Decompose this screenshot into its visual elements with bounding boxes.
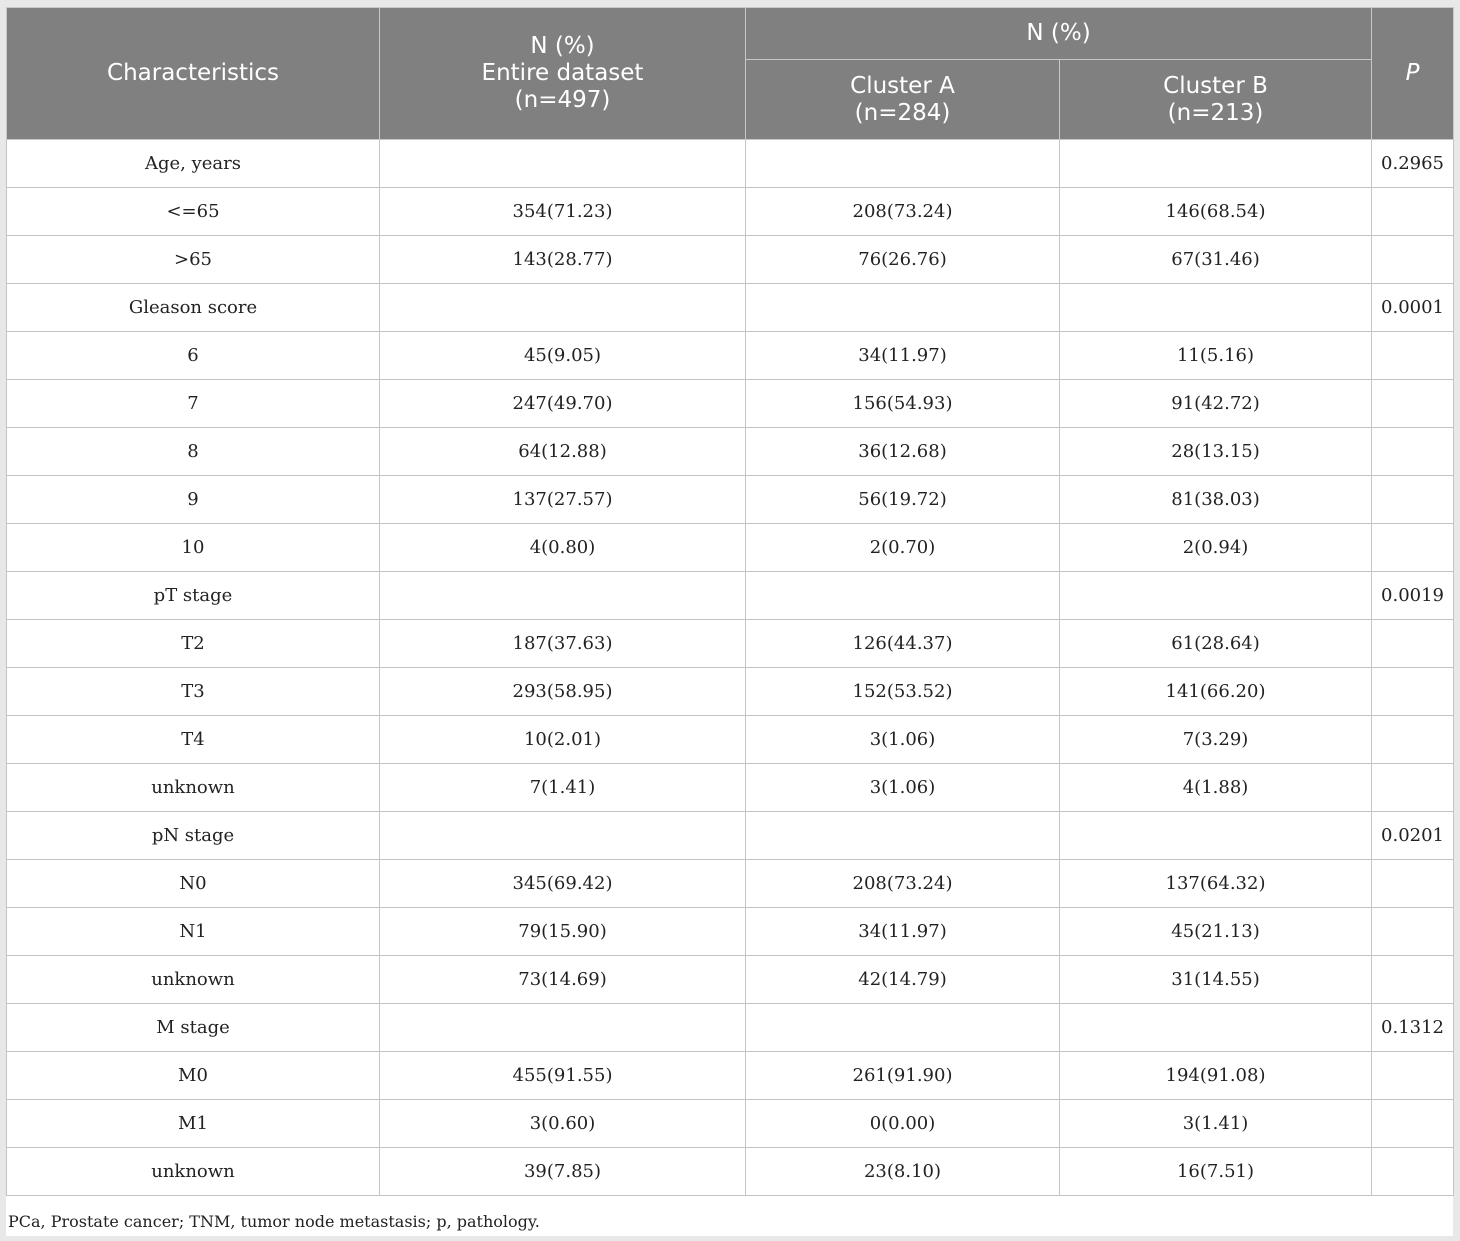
cell-characteristic: pT stage bbox=[7, 572, 380, 620]
cell-p-value bbox=[1372, 1100, 1454, 1148]
cell-cluster-a: 3(1.06) bbox=[746, 716, 1060, 764]
table-row bbox=[7, 716, 1454, 764]
cell-p-value bbox=[1372, 1052, 1454, 1100]
cell-characteristic: Gleason score bbox=[7, 284, 380, 332]
header-p-value: P bbox=[1372, 8, 1454, 140]
cell-p-value: 0.0001 bbox=[1372, 284, 1454, 332]
cell-p-value: 0.2965 bbox=[1372, 140, 1454, 188]
cell-cluster-b: 141(66.20) bbox=[1060, 668, 1372, 716]
header-entire-dataset bbox=[380, 8, 746, 140]
table-row bbox=[7, 428, 1454, 476]
cell-entire-dataset: 3(0.60) bbox=[380, 1100, 746, 1148]
cell-cluster-a: 3(1.06) bbox=[746, 764, 1060, 812]
cell-p-value bbox=[1372, 188, 1454, 236]
cell-entire-dataset: 10(2.01) bbox=[380, 716, 746, 764]
header-cluster-b-line1: Cluster B bbox=[1163, 72, 1268, 99]
cell-cluster-a: 76(26.76) bbox=[746, 236, 1060, 284]
cell-cluster-a: 0(0.00) bbox=[746, 1100, 1060, 1148]
cell-cluster-b bbox=[1060, 284, 1372, 332]
header-entire-line1: N (%) bbox=[530, 33, 595, 59]
cell-entire-dataset: 187(37.63) bbox=[380, 620, 746, 668]
cell-entire-dataset: 143(28.77) bbox=[380, 236, 746, 284]
cell-cluster-b: 7(3.29) bbox=[1060, 716, 1372, 764]
table-row bbox=[7, 620, 1454, 668]
cell-cluster-b: 81(38.03) bbox=[1060, 476, 1372, 524]
cell-p-value bbox=[1372, 380, 1454, 428]
table-header bbox=[7, 8, 1454, 140]
cell-entire-dataset bbox=[380, 812, 746, 860]
cell-cluster-a: 36(12.68) bbox=[746, 428, 1060, 476]
table-row bbox=[7, 236, 1454, 284]
table-row bbox=[7, 860, 1454, 908]
cell-characteristic: unknown bbox=[7, 764, 380, 812]
table-row bbox=[7, 1052, 1454, 1100]
cell-cluster-a: 34(11.97) bbox=[746, 332, 1060, 380]
table-row bbox=[7, 764, 1454, 812]
table-row bbox=[7, 956, 1454, 1004]
header-cluster-a bbox=[746, 60, 1060, 140]
cell-p-value bbox=[1372, 716, 1454, 764]
cell-entire-dataset: 293(58.95) bbox=[380, 668, 746, 716]
cell-entire-dataset: 73(14.69) bbox=[380, 956, 746, 1004]
table-body bbox=[7, 140, 1454, 1196]
cell-entire-dataset bbox=[380, 1004, 746, 1052]
cell-cluster-a: 126(44.37) bbox=[746, 620, 1060, 668]
cell-p-value: 0.0201 bbox=[1372, 812, 1454, 860]
cell-p-value bbox=[1372, 428, 1454, 476]
cell-characteristic: 7 bbox=[7, 380, 380, 428]
header-cluster-b-line2: (n=213) bbox=[1167, 99, 1264, 126]
cell-entire-dataset: 455(91.55) bbox=[380, 1052, 746, 1100]
cell-cluster-b: 67(31.46) bbox=[1060, 236, 1372, 284]
cell-entire-dataset: 137(27.57) bbox=[380, 476, 746, 524]
cell-cluster-a: 42(14.79) bbox=[746, 956, 1060, 1004]
cell-cluster-b: 2(0.94) bbox=[1060, 524, 1372, 572]
cell-cluster-b: 3(1.41) bbox=[1060, 1100, 1372, 1148]
table-row bbox=[7, 284, 1454, 332]
table-frame bbox=[6, 7, 1453, 1236]
cell-cluster-a: 208(73.24) bbox=[746, 188, 1060, 236]
cell-entire-dataset bbox=[380, 284, 746, 332]
cell-characteristic: T3 bbox=[7, 668, 380, 716]
cell-characteristic: 6 bbox=[7, 332, 380, 380]
cell-cluster-a: 2(0.70) bbox=[746, 524, 1060, 572]
cell-entire-dataset: 79(15.90) bbox=[380, 908, 746, 956]
cell-entire-dataset bbox=[380, 140, 746, 188]
cell-cluster-b: 31(14.55) bbox=[1060, 956, 1372, 1004]
cell-entire-dataset: 45(9.05) bbox=[380, 332, 746, 380]
cell-characteristic: 10 bbox=[7, 524, 380, 572]
cell-cluster-a: 34(11.97) bbox=[746, 908, 1060, 956]
cell-p-value bbox=[1372, 956, 1454, 1004]
cell-cluster-a: 56(19.72) bbox=[746, 476, 1060, 524]
table-row bbox=[7, 188, 1454, 236]
cell-cluster-a bbox=[746, 572, 1060, 620]
header-entire-line3: (n=497) bbox=[514, 87, 611, 113]
cell-p-value bbox=[1372, 764, 1454, 812]
cell-characteristic: T2 bbox=[7, 620, 380, 668]
cell-entire-dataset: 345(69.42) bbox=[380, 860, 746, 908]
cell-p-value bbox=[1372, 236, 1454, 284]
cell-characteristic: 8 bbox=[7, 428, 380, 476]
header-cluster-a-line1: Cluster A bbox=[850, 72, 955, 99]
cell-cluster-b: 61(28.64) bbox=[1060, 620, 1372, 668]
cell-cluster-b: 45(21.13) bbox=[1060, 908, 1372, 956]
cell-p-value: 0.1312 bbox=[1372, 1004, 1454, 1052]
cell-cluster-b bbox=[1060, 1004, 1372, 1052]
cell-characteristic: pN stage bbox=[7, 812, 380, 860]
cell-entire-dataset: 247(49.70) bbox=[380, 380, 746, 428]
cell-entire-dataset: 39(7.85) bbox=[380, 1148, 746, 1196]
cell-characteristic: unknown bbox=[7, 956, 380, 1004]
cell-cluster-b: 146(68.54) bbox=[1060, 188, 1372, 236]
cell-cluster-b: 28(13.15) bbox=[1060, 428, 1372, 476]
header-characteristics: Characteristics bbox=[7, 8, 380, 140]
cell-p-value bbox=[1372, 332, 1454, 380]
cell-p-value bbox=[1372, 860, 1454, 908]
table-row bbox=[7, 908, 1454, 956]
cell-cluster-b: 16(7.51) bbox=[1060, 1148, 1372, 1196]
cell-characteristic: M stage bbox=[7, 1004, 380, 1052]
table-row bbox=[7, 524, 1454, 572]
cell-entire-dataset: 64(12.88) bbox=[380, 428, 746, 476]
table-row bbox=[7, 812, 1454, 860]
cell-cluster-a bbox=[746, 140, 1060, 188]
cell-entire-dataset: 4(0.80) bbox=[380, 524, 746, 572]
cell-cluster-b: 4(1.88) bbox=[1060, 764, 1372, 812]
header-cluster-b bbox=[1060, 60, 1372, 140]
cell-characteristic: M0 bbox=[7, 1052, 380, 1100]
cell-p-value bbox=[1372, 668, 1454, 716]
cell-cluster-b: 91(42.72) bbox=[1060, 380, 1372, 428]
cell-characteristic: M1 bbox=[7, 1100, 380, 1148]
cell-cluster-a bbox=[746, 1004, 1060, 1052]
cell-cluster-b bbox=[1060, 140, 1372, 188]
cell-cluster-a bbox=[746, 812, 1060, 860]
cell-cluster-a: 208(73.24) bbox=[746, 860, 1060, 908]
table-row bbox=[7, 572, 1454, 620]
cell-cluster-a: 23(8.10) bbox=[746, 1148, 1060, 1196]
characteristics-table bbox=[6, 7, 1454, 1196]
cell-cluster-a: 152(53.52) bbox=[746, 668, 1060, 716]
cell-entire-dataset: 354(71.23) bbox=[380, 188, 746, 236]
table-row bbox=[7, 1148, 1454, 1196]
table-footnote: PCa, Prostate cancer; TNM, tumor node metastasis; p, pathology. bbox=[8, 1212, 540, 1231]
cell-p-value bbox=[1372, 1148, 1454, 1196]
cell-cluster-a: 156(54.93) bbox=[746, 380, 1060, 428]
cell-characteristic: unknown bbox=[7, 1148, 380, 1196]
table-row bbox=[7, 668, 1454, 716]
cell-characteristic: N0 bbox=[7, 860, 380, 908]
cell-p-value bbox=[1372, 524, 1454, 572]
header-entire-line2: Entire dataset bbox=[481, 60, 644, 86]
table-row bbox=[7, 1004, 1454, 1052]
cell-p-value bbox=[1372, 476, 1454, 524]
cell-cluster-b: 11(5.16) bbox=[1060, 332, 1372, 380]
cell-p-value bbox=[1372, 620, 1454, 668]
cell-characteristic: >65 bbox=[7, 236, 380, 284]
cell-cluster-b bbox=[1060, 572, 1372, 620]
cell-cluster-a: 261(91.90) bbox=[746, 1052, 1060, 1100]
cell-characteristic: N1 bbox=[7, 908, 380, 956]
cell-cluster-b bbox=[1060, 812, 1372, 860]
header-cluster-a-line2: (n=284) bbox=[854, 99, 951, 126]
cell-entire-dataset bbox=[380, 572, 746, 620]
cell-cluster-a bbox=[746, 284, 1060, 332]
header-group-n-percent: N (%) bbox=[746, 8, 1372, 60]
table-row bbox=[7, 380, 1454, 428]
cell-characteristic: T4 bbox=[7, 716, 380, 764]
cell-cluster-b: 194(91.08) bbox=[1060, 1052, 1372, 1100]
cell-entire-dataset: 7(1.41) bbox=[380, 764, 746, 812]
table-row bbox=[7, 1100, 1454, 1148]
cell-p-value bbox=[1372, 908, 1454, 956]
cell-characteristic: 9 bbox=[7, 476, 380, 524]
table-row bbox=[7, 332, 1454, 380]
cell-p-value: 0.0019 bbox=[1372, 572, 1454, 620]
cell-characteristic: Age, years bbox=[7, 140, 380, 188]
table-row bbox=[7, 140, 1454, 188]
table-row bbox=[7, 476, 1454, 524]
cell-characteristic: <=65 bbox=[7, 188, 380, 236]
cell-cluster-b: 137(64.32) bbox=[1060, 860, 1372, 908]
